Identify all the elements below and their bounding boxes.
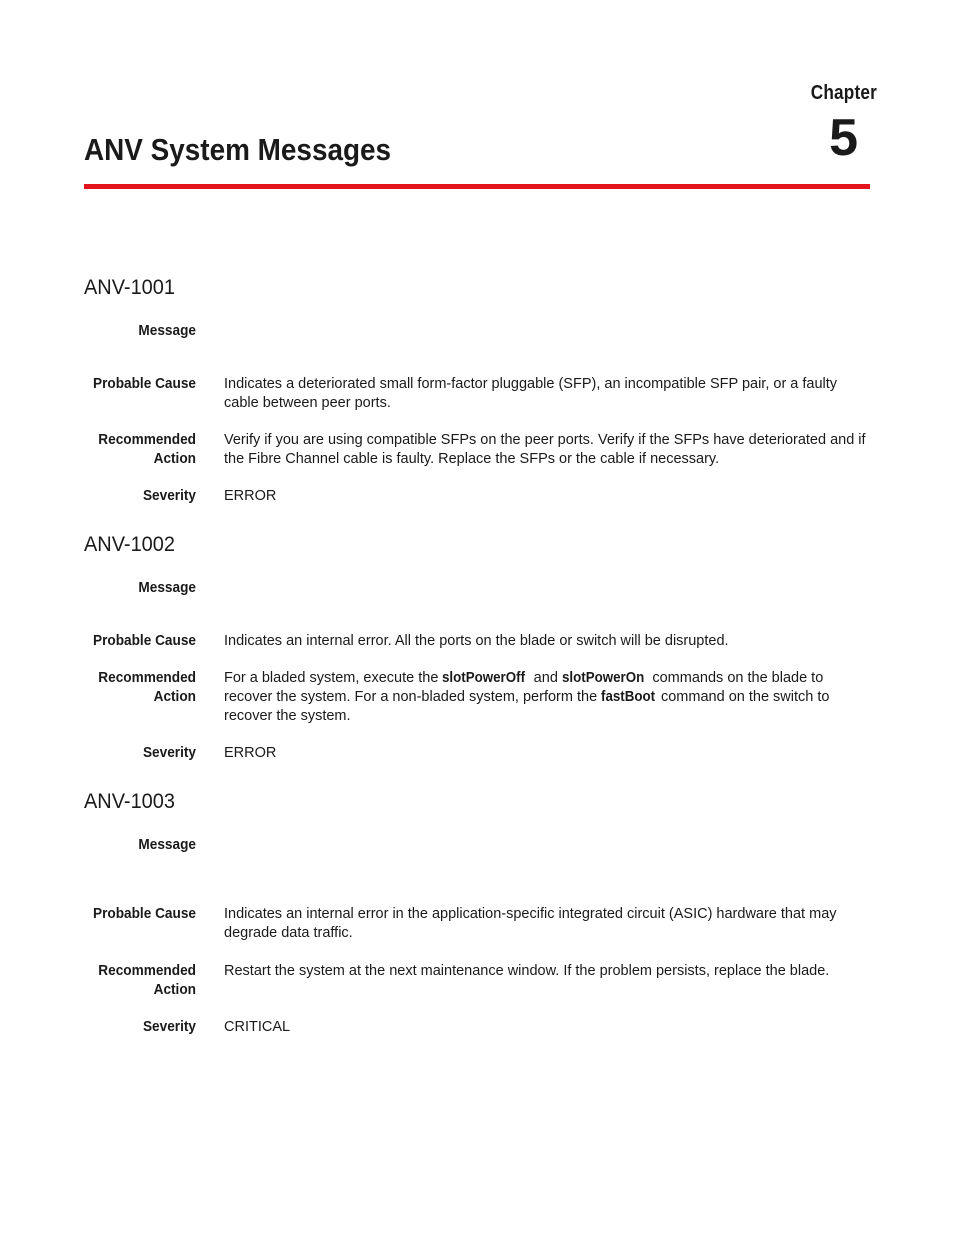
severity-label: Severity (142, 488, 196, 504)
probable-cause-value: Indicates a deteriorated small form-factor pluggable (SFP), an incompatible SFP pair, or a faulty cable between peer ports. (224, 376, 838, 411)
recommended-action-label: Recommended Action (98, 432, 196, 467)
section-title-anv-1001: ANV-1001 (84, 276, 175, 299)
command-slotpoweron: slotPowerOn (561, 670, 645, 686)
probable-cause-label: Probable Cause (92, 633, 196, 649)
severity-value: ERROR (224, 488, 277, 504)
probable-cause-value: Indicates an internal error. All the ports on the blade or switch will be disrupted. (224, 633, 729, 649)
recommended-action-value: Restart the system at the next maintenance window. If the problem persists, replace the blade. (224, 963, 830, 979)
probable-cause-value: Indicates an internal error in the application-specific integrated circuit (ASIC) hardware that may degrade data traffic. (224, 906, 837, 941)
recommended-action-value: Verify if you are using compatible SFPs on the peer ports. Verify if the SFPs have deteriorated and if the Fibre Channel cable is faulty. Replace the SFPs or the cable if necessary. (224, 432, 866, 467)
page-title: ANV System Messages (84, 132, 392, 167)
message-label: Message (138, 323, 196, 339)
severity-value: CRITICAL (224, 1019, 291, 1035)
chapter-label: Chapter (810, 82, 877, 104)
recommended-action-label: Recommended Action (98, 963, 196, 998)
recommended-action-value: For a bladed system, execute the slotPowerOff and slotPowerOn commands on the blade to recover the system. For a non-bladed system, perform the fastBoot command on the switch to recover the system. (224, 670, 830, 724)
recommended-action-label: Recommended Action (98, 670, 196, 705)
message-label: Message (138, 837, 196, 853)
severity-label: Severity (142, 745, 196, 761)
section-title-anv-1002: ANV-1002 (84, 533, 175, 556)
probable-cause-label: Probable Cause (92, 906, 196, 922)
command-fastboot: fastBoot (601, 689, 656, 705)
message-label: Message (138, 580, 196, 596)
command-slotpoweroff: slotPowerOff (442, 670, 526, 686)
severity-value: ERROR (224, 745, 277, 761)
chapter-number: 5 (829, 109, 858, 167)
severity-label: Severity (142, 1019, 196, 1035)
section-title-anv-1003: ANV-1003 (84, 790, 175, 813)
probable-cause-label: Probable Cause (92, 376, 196, 392)
title-rule (84, 184, 870, 189)
